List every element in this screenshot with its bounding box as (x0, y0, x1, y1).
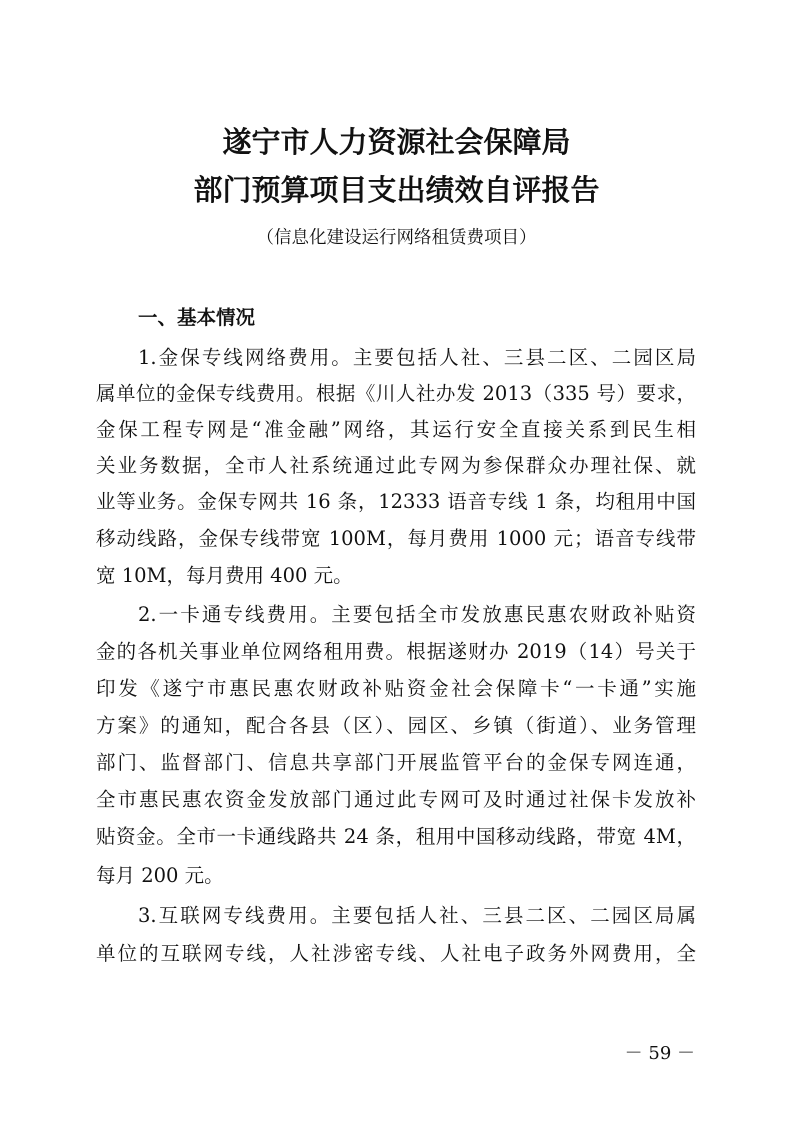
paragraph-2-line-7: 贴资金。全市一卡通线路共 24 条，租用中国移动线路，带宽 4M， (96, 825, 696, 848)
paragraph-1-line-6: 移动线路，金保专线带宽 100M，每月费用 1000 元；语音专线带 (96, 527, 696, 550)
paragraph-2-line-8: 每月 200 元。 (96, 864, 224, 887)
paragraph-3-line-1: 3.互联网专线费用。主要包括人社、三县二区、二园区局属 (138, 904, 696, 927)
section-heading: 一、基本情况 (138, 306, 256, 329)
paragraph-1-line-1: 1.金保专线网络费用。主要包括人社、三县二区、二园区局 (138, 346, 696, 369)
paragraph-3-line-2: 单位的互联网专线，人社涉密专线、人社电子政务外网费用，全 (96, 942, 696, 965)
document-subtitle: （信息化建设运行网络租赁费项目） (256, 228, 537, 248)
paragraph-2-line-5: 部门、监督部门、信息共享部门开展监管平台的金保专网连通， (96, 751, 696, 774)
paragraph-1-line-7: 宽 10M，每月费用 400 元。 (96, 564, 353, 587)
paragraph-1-line-4: 关业务数据，全市人社系统通过此专网为参保群众办理社保、就 (96, 454, 696, 477)
paragraph-1-line-3: 金保工程专网是“准金融”网络，其运行安全直接关系到民生相 (96, 418, 696, 441)
page-number: － 59 － (624, 1043, 695, 1064)
paragraph-2-line-2: 金的各机关事业单位网络租用费。根据遂财办 2019（14）号关于 (96, 640, 696, 663)
paragraph-2-line-4: 方案》的通知，配合各县（区）、园区、乡镇（街道）、业务管理 (96, 714, 696, 737)
paragraph-1-line-2: 属单位的金保专线费用。根据《川人社办发 2013（335 号）要求， (96, 382, 696, 405)
paragraph-2-line-6: 全市惠民惠农资金发放部门通过此专网可及时通过社保卡发放补 (96, 788, 696, 811)
document-title-line-2: 部门预算项目支出绩效自评报告 (193, 173, 600, 207)
paragraph-1-line-5: 业等业务。金保专网共 16 条，12333 语音专线 1 条，均租用中国 (96, 490, 696, 513)
paragraph-2-line-1: 2.一卡通专线费用。主要包括全市发放惠民惠农财政补贴资 (138, 603, 696, 626)
document-title-line-1: 遂宁市人力资源社会保障局 (222, 125, 571, 159)
paragraph-2-line-3: 印发《遂宁市惠民惠农财政补贴资金社会保障卡“一卡通”实施 (96, 677, 696, 700)
